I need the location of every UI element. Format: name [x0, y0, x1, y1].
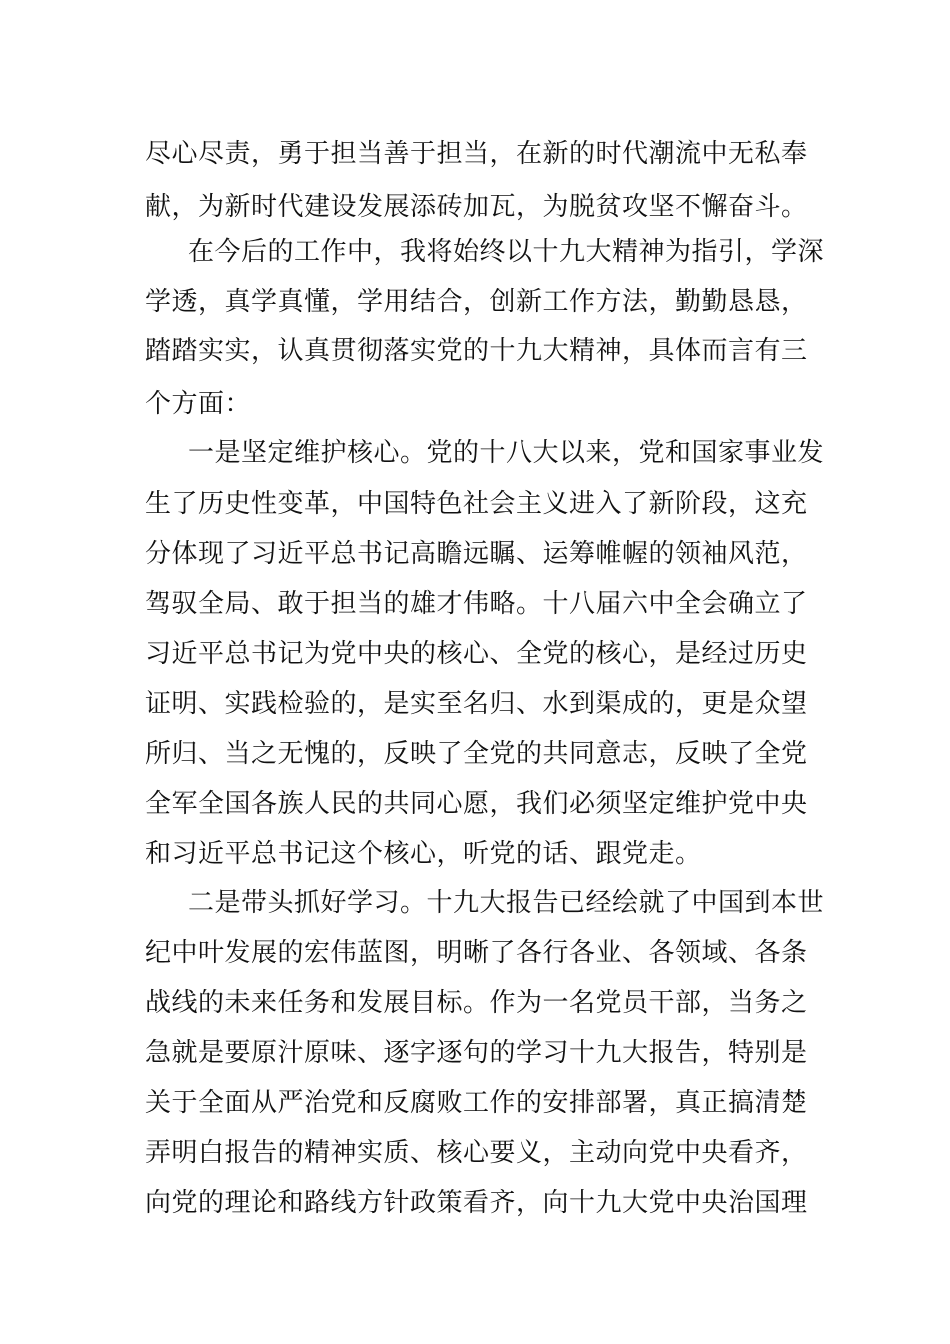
text-line: 尽心尽责，勇于担当善于担当，在新的时代潮流中无私奉	[145, 139, 808, 169]
text-line: 向党的理论和路线方针政策看齐，向十九大党中央治国理	[145, 1188, 808, 1218]
text-line: 所归、当之无愧的，反映了全党的共同意志，反映了全党	[145, 739, 808, 769]
text-line: 全军全国各族人民的共同心愿，我们必须坚定维护党中央	[145, 789, 808, 819]
paragraph-start-line: 在今后的工作中，我将始终以十九大精神为指引，学深	[188, 237, 825, 267]
text-line: 分体现了习近平总书记高瞻远瞩、运筹帷幄的领袖风范，	[145, 539, 808, 569]
text-line: 弄明白报告的精神实质、核心要义，主动向党中央看齐，	[145, 1138, 808, 1168]
paragraph-start-line: 二是带头抓好学习。十九大报告已经绘就了中国到本世	[188, 888, 825, 918]
text-line: 战线的未来任务和发展目标。作为一名党员干部，当务之	[145, 988, 808, 1018]
text-line: 踏踏实实，认真贯彻落实党的十九大精神，具体而言有三	[145, 336, 808, 366]
text-line: 献，为新时代建设发展添砖加瓦，为脱贫攻坚不懈奋斗。	[145, 192, 808, 222]
paragraph-start-line: 一是坚定维护核心。党的十八大以来，党和国家事业发	[188, 438, 825, 468]
text-line: 学透，真学真懂，学用结合，创新工作方法，勤勤恳恳，	[145, 287, 808, 317]
text-line: 纪中叶发展的宏伟蓝图，明晰了各行各业、各领域、各条	[145, 938, 808, 968]
text-line: 和习近平总书记这个核心，听党的话、跟党走。	[145, 839, 702, 869]
text-line: 生了历史性变革，中国特色社会主义进入了新阶段，这充	[145, 489, 808, 519]
text-line: 关于全面从严治党和反腐败工作的安排部署，真正搞清楚	[145, 1088, 808, 1118]
text-line: 习近平总书记为党中央的核心、全党的核心，是经过历史	[145, 639, 808, 669]
text-line: 急就是要原汁原味、逐字逐句的学习十九大报告，特别是	[145, 1038, 808, 1068]
text-line: 证明、实践检验的，是实至名归、水到渠成的，更是众望	[145, 689, 808, 719]
text-line: 驾驭全局、敢于担当的雄才伟略。十八届六中全会确立了	[145, 589, 808, 619]
text-line: 个方面：	[145, 389, 252, 419]
